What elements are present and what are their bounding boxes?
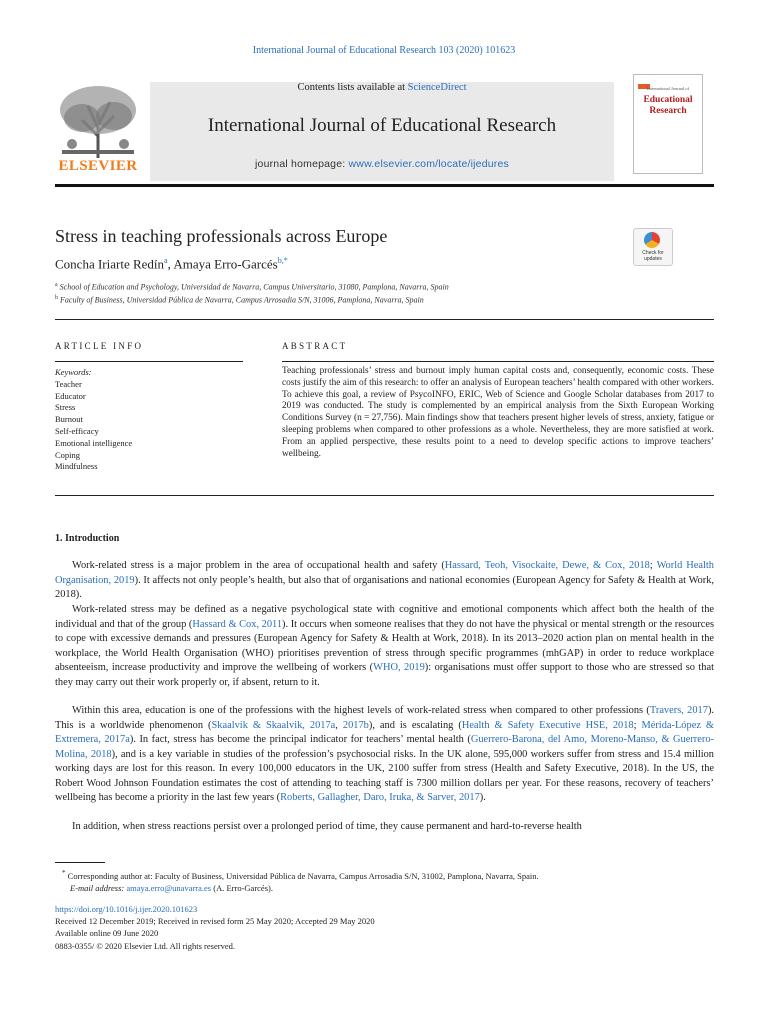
affiliation-mark: a: [55, 282, 58, 288]
citation-link[interactable]: Hassard & Cox, 2011: [192, 618, 283, 630]
paragraph-text: Within this area, education is one of the professions with the highest levels of work-related stress when compared to other professions (: [72, 705, 650, 716]
footnote-rule: [55, 862, 105, 863]
keyword-item: Stress: [55, 402, 76, 413]
contents-line: [150, 82, 614, 93]
paragraph-text: ), and is escalating (: [368, 719, 462, 731]
intro-paragraph-2: [55, 603, 714, 690]
keywords-block: [55, 367, 132, 473]
homepage-prefix: journal homepage:: [255, 158, 346, 170]
divider: [55, 361, 243, 362]
paragraph-text: ,: [335, 719, 343, 731]
keyword-item: Burnout: [55, 414, 83, 425]
footnote-mark: *: [62, 869, 66, 877]
paragraph-text: In addition, when stress reactions persist over a prolonged period of time, they cause permanent and hard-to-reverse health: [72, 821, 582, 832]
divider: [55, 495, 714, 496]
paragraph-text: ), and is a key variable in studies of the profession’s psychosocial risks. In the UK alone, 595,000 workers suffer from stress and 15.4 million working days are lost for this reason. In every 100,000 educators in the UK, 2100 suffer from stress (Health and Safety Executive, 2018). In the US, the Robert Wood Johnson Foundation estimates the cost of attending to teaching staff is 7300 million dollars per year. For these reasons, recovery of teachers’ wellbeing has become a priority in the last few years (: [55, 748, 714, 803]
article-meta: [55, 903, 375, 952]
abstract-text: Teaching professionals’ stress and burnout imply human capital costs and, consequently, economic costs. These costs justify the aim of this research: to offer an analysis of European teachers’ health compared with other workers. To achieve this goal, a review of PsycoINFO, ERIC, Web of Science and Google Scholar databases from 2017 to 2019 was conducted. The study is complemented by an empirical analysis from the Sixth European Working Conditions Survey (n = 27,756). Main findings show that teachers present higher levels of stress, anxiety, fatigue or sleeping problems when compared to other professions as a whole. Nevertheless, they are more satisfied at work. From an applied perspective, these results point to a need to develop specific actions to improve teachers’ wellbeing.: [282, 366, 714, 459]
cover-title: Educational Research: [643, 95, 693, 116]
paragraph-text: ).: [479, 792, 486, 803]
keyword-item: Self-efficacy: [55, 425, 99, 436]
paragraph-text: ;: [649, 560, 657, 571]
citation-link[interactable]: Guerrero-Barona, del Amo, Moreno-Manso, & Guerrero-Molina, 2018: [55, 734, 714, 760]
available-online: Available online 09 June 2020: [55, 928, 159, 939]
author-affil-mark[interactable]: b,*: [277, 256, 288, 265]
check-updates-icon: [644, 232, 660, 248]
citation-link[interactable]: 2017b: [342, 719, 369, 731]
intro-paragraph-3: [55, 704, 714, 806]
homepage-link[interactable]: www.elsevier.com/locate/ijedures: [348, 158, 509, 170]
citation-link[interactable]: Skaalvik & Skaalvik, 2017a: [211, 719, 336, 731]
history-dates: Received 12 December 2019; Received in revised form 25 May 2020; Accepted 29 May 2020: [55, 916, 375, 927]
keyword-list: [55, 379, 132, 473]
keyword-item: Teacher: [55, 378, 82, 389]
paragraph-text: ;: [633, 719, 642, 731]
divider: [55, 319, 714, 320]
email-label: E-mail address:: [70, 883, 125, 894]
affiliation-a: [55, 282, 449, 292]
running-head[interactable]: International Journal of Educational Research 103 (2020) 101623: [252, 45, 516, 56]
author-name: Concha Iriarte Redín: [55, 256, 165, 272]
article-title: Stress in teaching professionals across Europe: [55, 226, 388, 246]
check-updates-label: Check for updates: [642, 250, 664, 262]
paragraph-text: ): organisations must offer support to those who are stressed so that they may carry out their work properly or, if absent, return to it.: [55, 662, 714, 688]
affiliation-mark: b: [55, 295, 58, 301]
doi-link[interactable]: https://doi.org/10.1016/j.ijer.2020.101623: [55, 904, 198, 914]
affiliation-text: School of Education and Psychology, Universidad de Navarra, Campus Universitario, 31080, Pamplona, Navarra, Spain: [59, 282, 449, 292]
email-owner: (A. Erro-Garcés).: [213, 883, 273, 894]
sciencedirect-link[interactable]: ScienceDirect: [407, 82, 467, 93]
contents-prefix: Contents lists available at: [297, 82, 406, 93]
keyword-item: Emotional intelligence: [55, 437, 133, 448]
author-separator: ,: [167, 256, 174, 272]
keyword-item: Educator: [55, 390, 86, 401]
copyright-line: 0883-0355/ © 2020 Elsevier Ltd. All rights reserved.: [55, 940, 235, 951]
intro-paragraph-1: [55, 559, 714, 603]
paragraph-text: ). In fact, stress has become the principal indicator for teachers’ mental health (: [129, 734, 471, 745]
paragraph-text: ). It affects not only people’s health, but also that of organisations and national economies (European Agency for Safety & Health at Work, 2018).: [55, 574, 714, 600]
citation-link[interactable]: Mérida-López & Extremera, 2017a: [55, 719, 714, 745]
author-name: Amaya Erro-Garcés: [173, 256, 278, 272]
article-info-heading: ARTICLE INFO: [55, 341, 144, 351]
author-affil-mark[interactable]: a: [164, 256, 168, 265]
section-heading-introduction: 1. Introduction: [55, 533, 120, 544]
affiliation-text: Faculty of Business, Universidad Pública de Navarra, Campus Arrosadia S/N, 31006, Pamplona, Navarra, Spain: [60, 295, 424, 305]
keywords-label: Keywords:: [55, 367, 92, 377]
author-list: [55, 256, 288, 272]
citation-link[interactable]: Roberts, Gallagher, Daro, Iruka, & Sarver, 2017: [280, 792, 480, 803]
header-rule: [55, 184, 714, 187]
citation-link[interactable]: World Health Organisation, 2019: [55, 560, 714, 586]
paragraph-text: Work-related stress may be defined as a negative psychological state with cognitive and emotional components which affect both the health of the individual and that of the group (: [55, 604, 714, 630]
paragraph-text: Work-related stress is a major problem in the area of occupational health and safety (: [72, 560, 445, 571]
abstract-heading: ABSTRACT: [282, 341, 348, 351]
corresponding-text: Corresponding author at: Faculty of Business, Universidad Pública de Navarra, Campus Arrosadia S/N, 31002, Pamplona, Navarra, Spain.: [67, 870, 539, 881]
affiliation-b: [55, 295, 424, 305]
citation-link[interactable]: WHO, 2019: [373, 662, 425, 673]
citation-link[interactable]: Travers, 2017: [649, 705, 708, 716]
keyword-item: Coping: [55, 449, 81, 460]
cover-subtitle: International Journal of: [646, 86, 690, 91]
paragraph-text: ). It occurs when someone realises that they do not have the physical or mental strength or the resources to cope with excessive demands and pressures (European Agency for Safety & Health at Work, 2018). In its 2013–2020 action plan on mental health in the workplace, the World Health Organisation (WHO) prioritises prevention of stress through specific programmes (mhGAP) in order to reduce workplace absenteeism, increase productivity and improve the wellbeing of workers (: [55, 618, 714, 673]
keyword-item: Mindfulness: [55, 461, 98, 472]
divider: [282, 361, 714, 362]
citation-link[interactable]: Health & Safety Executive HSE, 2018: [461, 719, 634, 731]
citation-link[interactable]: Hassard, Teoh, Visockaite, Dewe, & Cox, 2018: [444, 560, 650, 571]
journal-title: International Journal of Educational Research: [207, 115, 557, 136]
homepage-line: [150, 158, 614, 170]
corresponding-footnote: [62, 867, 539, 894]
publisher-wordmark: ELSEVIER: [58, 158, 138, 174]
email-link[interactable]: amaya.erro@unavarra.es: [126, 883, 212, 894]
intro-paragraph-4: [55, 820, 714, 835]
paragraph-text: ). This is a worldwide phenomenon (: [55, 705, 714, 731]
